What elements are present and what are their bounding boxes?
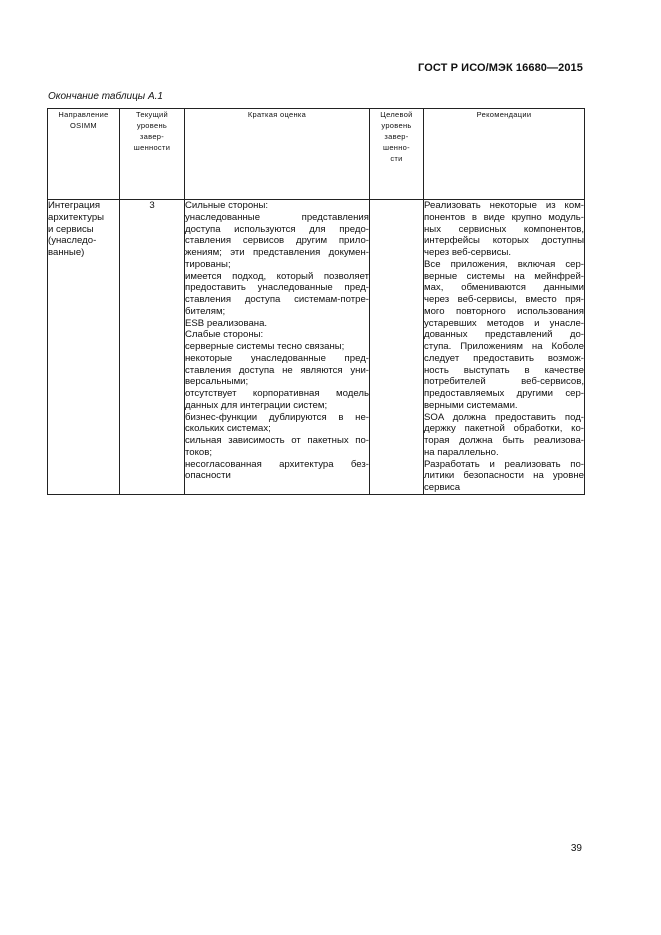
column-header-direction: Направление OSIMM xyxy=(48,109,120,200)
cell-current-level: 3 xyxy=(120,200,185,495)
cell-assessment: Сильные стороны: унаследованные представления доступа используются для предо- ставления сервисов другим прило- жениям; эти представления докумен- тированы; имеется подход, который позволяет предоставить унаследованные пред- ставления доступа системам-потре- бителям; ESB реализована. Слабые стороны: серверные системы тесно связаны; некоторые унаследованные пред- ставления доступа не являются уни- версальными; отсутствует корпоративная модель данных для интеграции систем; бизнес-функции дублируются в не- скольких системах; сильная зависимость от пакетных по- токов; несогласованная архитектура без- опасности xyxy=(185,200,370,495)
cell-recommendations: Реализовать некоторые из ком- понентов в виде крупно модуль- ных сервисных компонентов, интерфейсы которых доступны через веб-сервисы. Все приложения, включая сер- верные системы на мейнфрей- мах, обмениваются данными через веб-сервисы, вместо пря- мого повторного использования устаревших методов и унасле- дованных представлений до- ступа. Приложениям на Коболе следует предоставить возмож- ность выступать в качестве потребителей веб-сервисов, предоставляемых другими сер- верными системами. SOA должна предоставить под- держку пакетной обработки, ко- торая должна быть реализова- на параллельно. Разработать и реализовать по- литики безопасности на уровне сервиса xyxy=(424,200,584,493)
column-header-assessment: Краткая оценка xyxy=(185,109,370,200)
assessment-strengths-heading: Сильные стороны: xyxy=(185,200,269,211)
column-header-target-level: Целевой уровень завер- шенно- сти xyxy=(370,109,424,200)
osimm-table xyxy=(47,108,585,495)
column-header-recommendations: Рекомендации xyxy=(424,109,585,200)
table-caption: Окончание таблицы А.1 xyxy=(48,91,163,102)
cell-target-level xyxy=(370,200,424,495)
page-number: 39 xyxy=(570,843,582,854)
column-header-current-level: Текущий уровень завер- шенности xyxy=(120,109,185,200)
assessment-weaknesses-heading: Слабые стороны: xyxy=(185,329,264,341)
cell-direction: Интеграция архитектуры и сервисы (унаследо- ванные) xyxy=(48,200,120,495)
table-header-row xyxy=(48,109,585,200)
table-row xyxy=(48,200,585,495)
standard-header: ГОСТ Р ИСО/МЭК 16680—2015 xyxy=(418,62,583,74)
